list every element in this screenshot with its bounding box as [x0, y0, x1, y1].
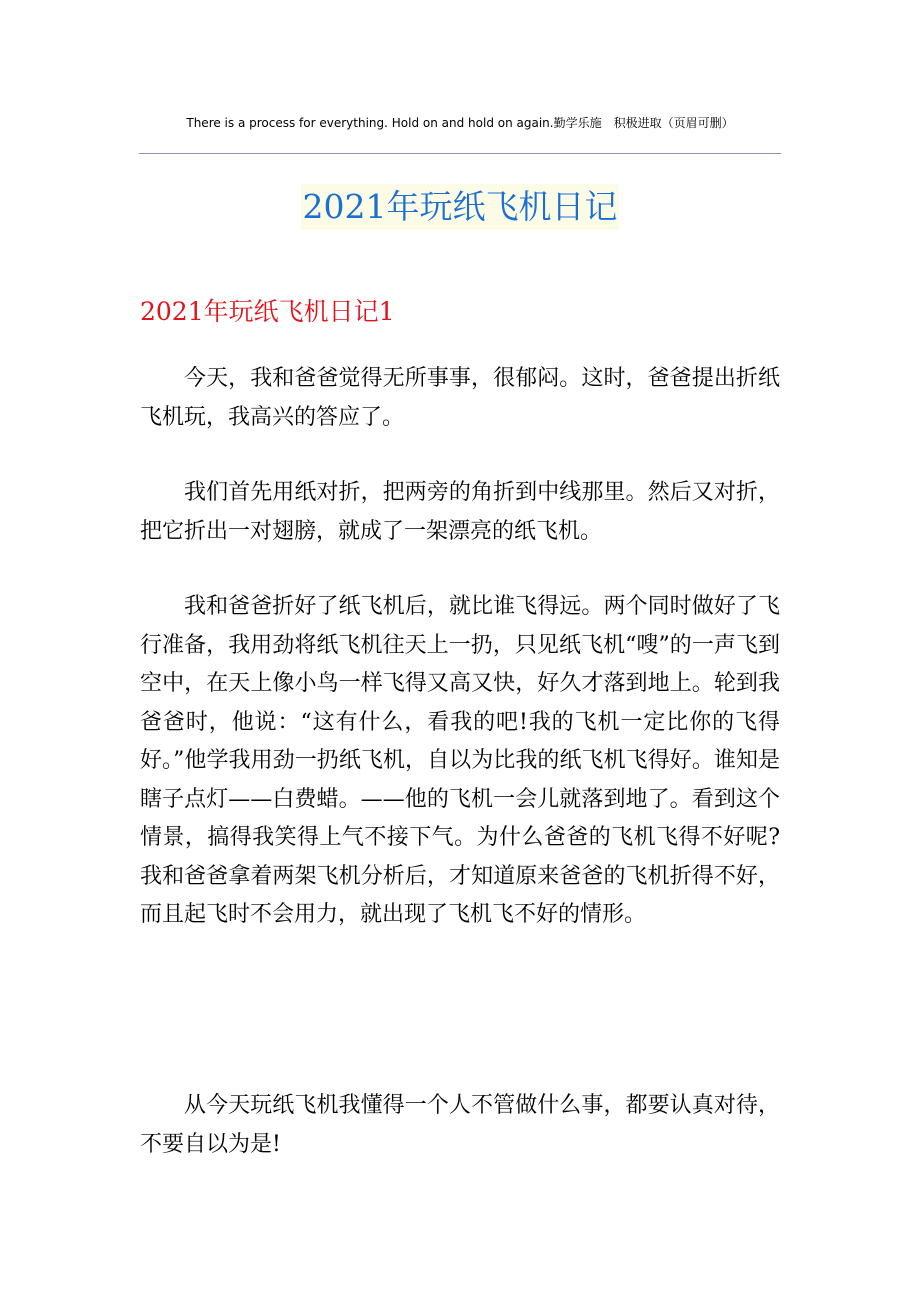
section-heading: 2021年玩纸飞机日记1: [140, 297, 395, 326]
paragraph-2: 我们首先用纸对折，把两旁的角折到中线那里。然后又对折，把它折出一对翅膀，就成了一架漂亮的纸飞机。: [140, 480, 780, 544]
page-title: 2021年玩纸飞机日记: [301, 184, 620, 230]
paragraph-3: 我和爸爸折好了纸飞机后，就比谁飞得远。两个同时做好了飞行准备，我用劲将纸飞机往天上一扔，只见纸飞机“嗖”的一声飞到空中，在天上像小鸟一样飞得又高又快，好久才落到地上。轮到我爸爸时，他说：“这有什么，看我的吧!我的飞机一定比你的飞得好。”他学我用劲一扔纸飞机，自以为比我的纸飞机飞得好。谁知是瞎子点灯——白费蜡。——他的飞机一会儿就落到地了。看到这个情景，搞得我笑得上气不接下气。为什么爸爸的飞机飞得不好呢?我和爸爸拿着两架飞机分析后，才知道原来爸爸的飞机折得不好，而且起飞时不会用力，就出现了飞机飞不好的情形。: [140, 594, 780, 927]
page-header: There is a process for everything. Hold on and hold on again.勤学乐施 积极进取（页眉可删）: [186, 116, 734, 130]
paragraph-1: 今天，我和爸爸觉得无所事事，很郁闷。这时，爸爸提出折纸飞机玩，我高兴的答应了。: [140, 366, 780, 430]
header-divider: [139, 153, 781, 154]
title-container: [0, 184, 920, 230]
paragraph-4: 从今天玩纸飞机我懂得一个人不管做什么事，都要认真对待，不要自以为是!: [140, 1093, 780, 1157]
